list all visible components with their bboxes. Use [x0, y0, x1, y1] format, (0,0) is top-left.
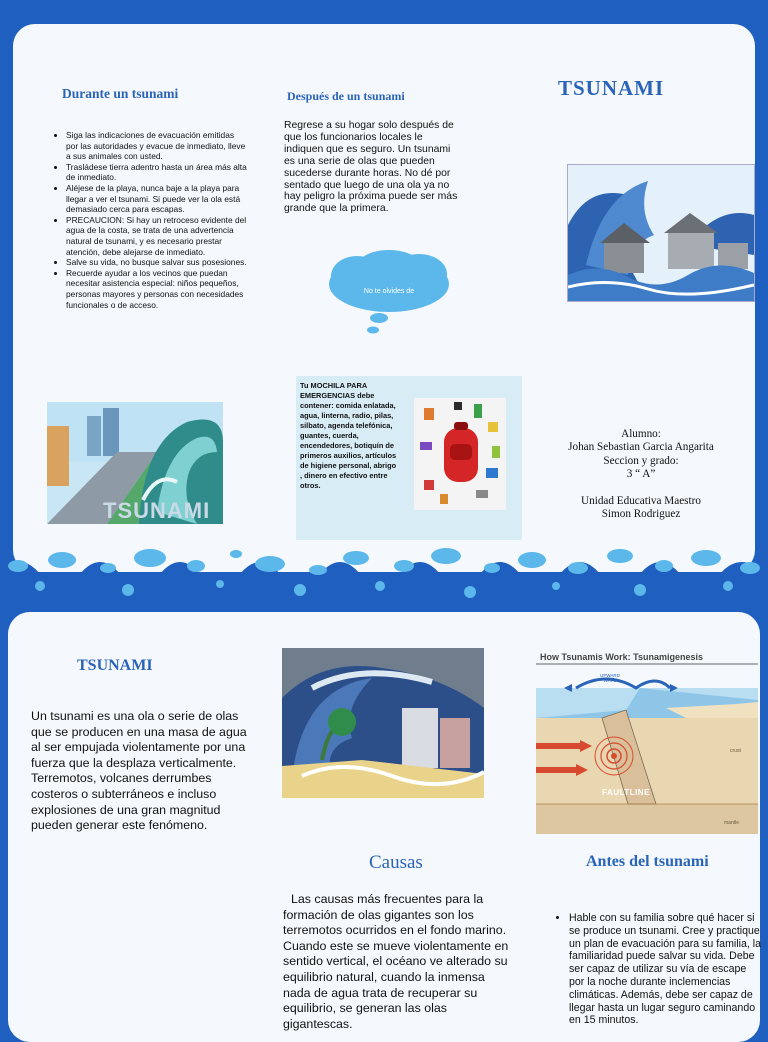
seccion-label: Seccion y grado: — [603, 454, 679, 467]
back-tsunami-heading: TSUNAMI — [77, 657, 153, 674]
causas-text: Las causas más frecuentes para la formación de olas gigantes son los terremotos ocurridos en el fondo marino. Cuando este se mueve violentamente en sentido vertical, el océano ve alterado su equilibrio natural, cuando la inmensa nada de agua trata de recuperar su equilibrio, se generan las olas gigantescas. — [283, 892, 509, 1031]
antes-list — [551, 912, 763, 1027]
list-item: • Salve su vida, no busque salvar sus posesiones. — [66, 257, 248, 268]
label-upward-wave: UPWARD WAVE — [600, 673, 620, 683]
list-item: • Recuerde ayudar a los vecinos que puedan necesitar asistencia especial: niños pequeños, personas mayores y personas con necesidades funcionales o de acceso. — [66, 268, 248, 310]
mochila-box — [296, 376, 522, 540]
cloud-text: No te olvides de — [363, 288, 415, 295]
tsunami-storm-illustration — [282, 648, 484, 798]
list-item: • Trasládese tierra adentro hasta un área más alta de inmediato. — [66, 162, 248, 183]
diagram-title: How Tsunamis Work: Tsunamigenesis — [540, 652, 704, 662]
mochila-text: Tu MOCHILA PARA EMERGENCIAS debe contener: comida enlatada, agua, linterna, radio, pilas, silbato, agenda telefónica, guantes, cuerda, encendedores, botiquín de primeros auxilios, artículos de higiene personal, abrigo , dinero en efectivo entre otros. — [300, 381, 397, 490]
student-info — [548, 428, 734, 521]
label-mantle: mantle — [724, 820, 740, 826]
backpack-illustration — [414, 398, 506, 510]
tsunami-city-illustration — [47, 402, 223, 524]
durante-heading: Durante un tsunami — [62, 86, 179, 101]
durante-list — [44, 130, 248, 310]
school-name-1: Unidad Educativa Maestro — [581, 494, 701, 507]
thought-cloud — [327, 250, 451, 340]
front-title: TSUNAMI — [558, 76, 665, 100]
alumno-label: Alumno: — [621, 428, 661, 440]
causas-heading: Causas — [369, 852, 423, 873]
antes-heading: Antes del tsunami — [586, 853, 709, 870]
tsunami-houses-illustration — [567, 164, 755, 302]
despues-heading: Después de un tsunami — [287, 89, 405, 103]
school-name-2: Simon Rodriguez — [601, 508, 681, 521]
water-splash-decoration — [0, 540, 768, 612]
despues-text: Regrese a su hogar solo después de que los funcionarios locales le indiquen que es seguro. Un tsunami es una serie de olas que pueden sucederse durante horas. No dé por sentado que luego de una ola ya no hay peligro la próxima puede ser más grande que la primera. — [284, 120, 458, 215]
label-faultline: FAULTLINE — [602, 788, 650, 797]
tsunamigenesis-diagram — [536, 648, 758, 834]
tsunami-image-text: TSUNAMI — [103, 498, 211, 523]
alumno-name: Johan Sebastian Garcia Angarita — [568, 441, 714, 454]
list-item: • Hable con su familia sobre qué hacer si se produce un tsunami. Cree y practique un plan de evacuación para su familia, la familiaridad puede salvar su vida. Debe ser capaz de utilizar su vía de escape por la noche durante inclemencias climáticas. Además, debe ser capaz de llegar hasta un lugar seguro caminando en 15 minutos. — [569, 912, 763, 1027]
list-item: • PRECAUCION: Si hay un retroceso evidente del agua de la costa, se trata de una advertencia natural de tsunami, y es necesario prestar atención, debe alejarse de inmediato. — [66, 215, 248, 257]
label-crust: crust — [730, 748, 741, 754]
list-item: • Siga las indicaciones de evacuación emitidas por las autoridades y evacue de inmediato, lleve a sus animales con usted. — [66, 130, 248, 162]
list-item: • Aléjese de la playa, nunca baje a la playa para llegar a ver el tsunami. Si puede ver la ola está demasiado cerca para escapas. — [66, 183, 248, 215]
grado-value: 3 “ A” — [626, 468, 656, 481]
tsunami-definition: Un tsunami es una ola o serie de olas que se producen en una masa de agua al ser empujada violentamente por una fuerza que la desplaza verticalmente. Terremotos, volcanes derrumbes costeros o subterráneos e incluso explosiones de una gran magnitud pueden generar este fenómeno. — [31, 709, 247, 833]
